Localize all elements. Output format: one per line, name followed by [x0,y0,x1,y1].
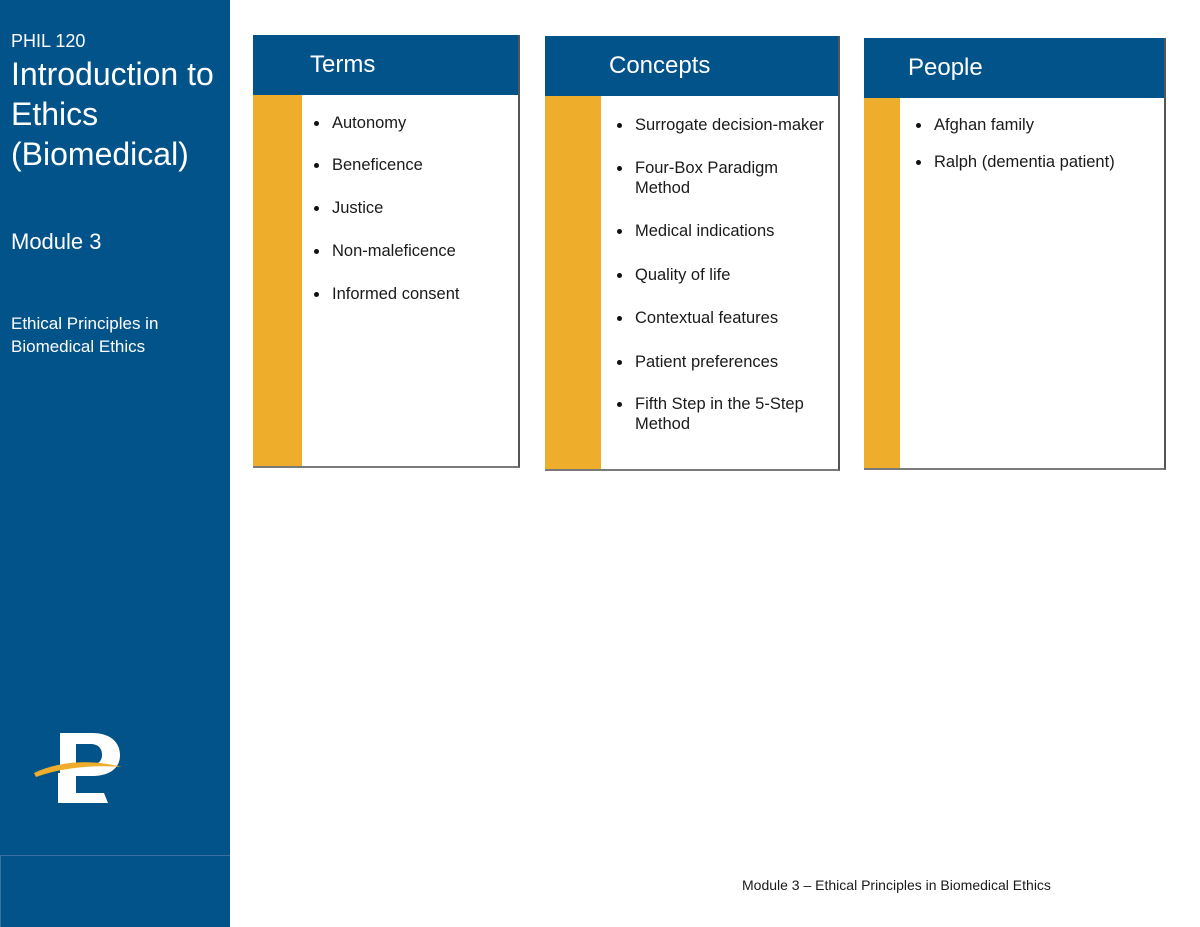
list-item: Fifth Step in the 5-Step Method [609,394,834,434]
list-item: Contextual features [609,308,834,328]
list-item: Informed consent [306,284,516,304]
concepts-card [545,36,840,471]
concepts-card-accent [545,96,601,469]
list-item: Patient preferences [609,352,834,372]
terms-list [306,113,516,304]
people-card-header [864,38,1164,98]
people-card [864,38,1166,470]
list-item: Ralph (dementia patient) [908,152,1160,172]
list-item: Four-Box Paradigm Method [609,158,834,198]
list-item: Justice [306,198,516,218]
concepts-list [609,115,834,434]
list-item: Autonomy [306,113,516,133]
people-list [908,115,1160,172]
list-item: Beneficence [306,155,516,175]
sidebar-bottom-strip [0,855,230,927]
people-card-accent [864,98,900,468]
pl-university-logo-icon [30,725,130,815]
list-item: Surrogate decision-maker [609,115,834,135]
list-item: Afghan family [908,115,1160,135]
terms-card-accent [253,95,302,466]
footer-module-caption: Module 3 – Ethical Principles in Biomedical Ethics [742,877,1051,893]
list-item: Quality of life [609,265,834,285]
terms-card-title: Terms [310,51,376,78]
course-code: PHIL 120 [11,31,86,51]
module-label: Module 3 [11,229,102,254]
people-card-title: People [908,54,983,81]
list-item: Medical indications [609,221,834,241]
sidebar [0,0,230,927]
list-item: Non-maleficence [306,241,516,261]
terms-card [253,35,520,468]
module-subtitle: Ethical Principles in Biomedical Ethics [11,314,159,356]
concepts-card-title: Concepts [609,52,711,79]
terms-card-header [253,35,518,95]
course-title: Introduction to Ethics (Biomedical) [11,56,214,172]
concepts-card-header [545,36,838,96]
